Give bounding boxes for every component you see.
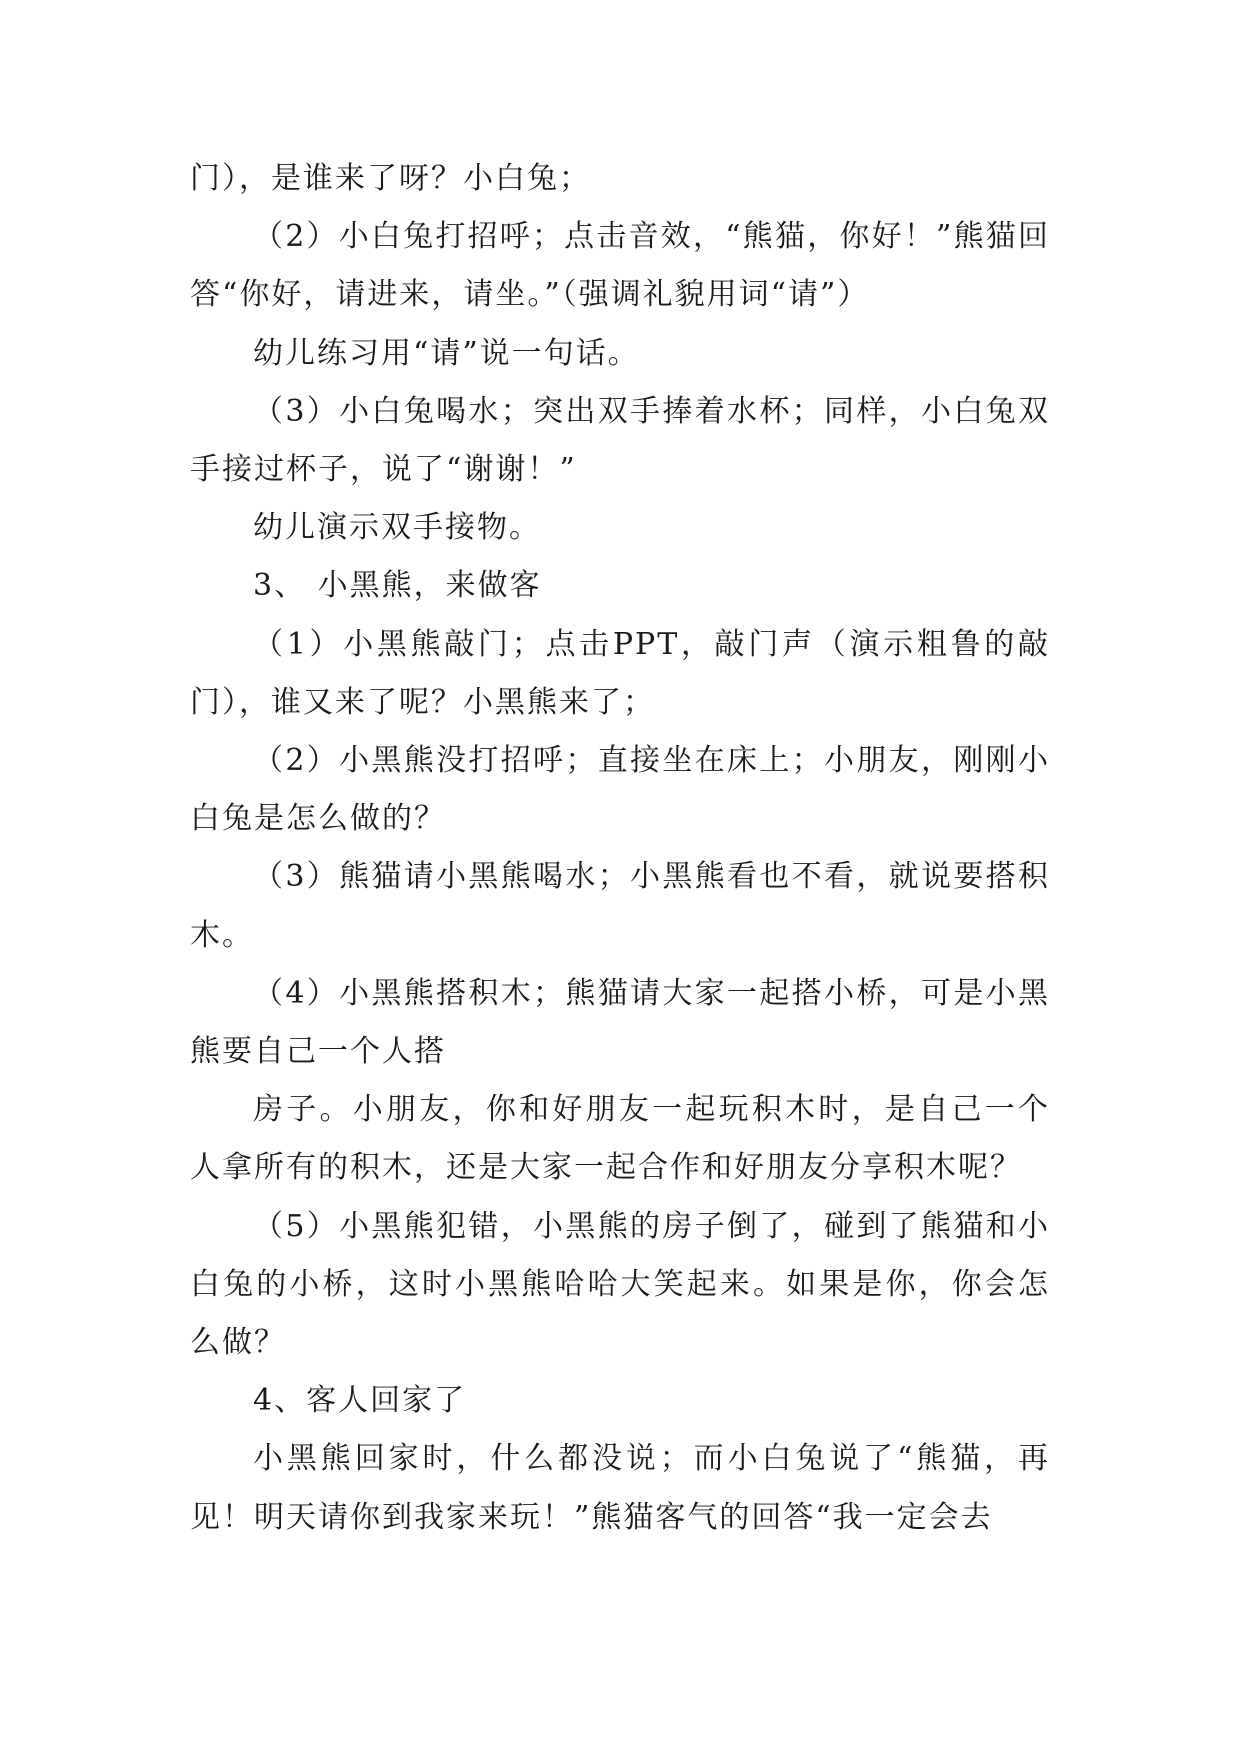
paragraph: （3）熊猫请小黑熊喝水；小黑熊看也不看，就说要搭积木。 — [190, 859, 1050, 953]
document-body — [190, 150, 1050, 1547]
paragraph: （2）小黑熊没打招呼；直接坐在床上；小朋友，刚刚小白兔是怎么做的？ — [190, 743, 1050, 837]
section-heading: 3、 小黑熊，来做客 — [253, 568, 542, 604]
paragraph: （1）小黑熊敲门；点击PPT，敲门声（演示粗鲁的敲门），谁又来了呢？小黑熊来了； — [190, 626, 1050, 720]
paragraph: （5）小黑熊犯错，小黑熊的房子倒了，碰到了熊猫和小白兔的小桥，这时小黑熊哈哈大笑起来。如果是你，你会怎么做？ — [190, 1208, 1050, 1361]
paragraph: （2）小白兔打招呼；点击音效，“熊猫，你好！”熊猫回答“你好，请进来，请坐。”（强调礼貌用词“请”） — [190, 219, 1050, 313]
paragraph: （4）小黑熊搭积木；熊猫请大家一起搭小桥，可是小黑熊要自己一个人搭 — [190, 975, 1050, 1070]
paragraph: 幼儿练习用“请”说一句话。 — [253, 335, 640, 371]
paragraph: （3）小白兔喝水；突出双手捧着水杯；同样，小白兔双手接过杯子，说了“谢谢！” — [190, 393, 1050, 488]
paragraph: 小黑熊回家时，什么都没说；而小白兔说了“熊猫，再见！明天请你到我家来玩！”熊猫客气的回答“我一定会去 — [190, 1441, 1050, 1535]
paragraph: 门），是谁来了呀？小白兔； — [190, 161, 591, 196]
paragraph: 幼儿演示双手接物。 — [253, 510, 541, 546]
paragraph: 房子。小朋友，你和好朋友一起玩积木时，是自己一个人拿所有的积木，还是大家一起合作和好朋友分享积木呢？ — [190, 1092, 1050, 1186]
section-heading: 4、客人回家了 — [253, 1383, 467, 1419]
